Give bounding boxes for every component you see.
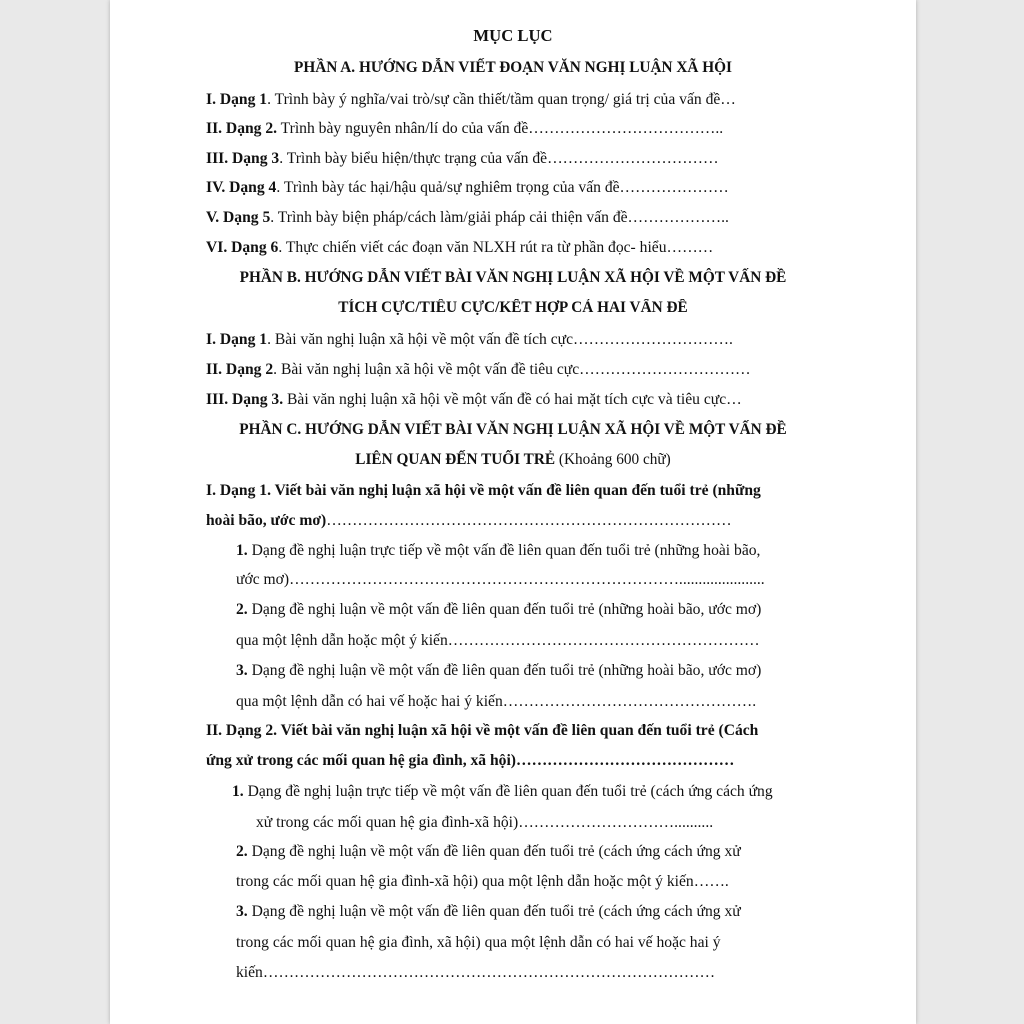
part-b-item	[206, 390, 742, 410]
toc-title: MỤC LỤC	[473, 26, 553, 45]
sec1-sub2-line1	[236, 600, 761, 620]
part-b-item	[206, 360, 751, 380]
item-text: Trình bày nguyên nhân/lí do của vấn đề………………………………..	[277, 120, 724, 137]
sec2-sub2-line2: trong các mối quan hệ gia đình-xã hội) qua một lệnh dẫn hoặc một ý kiến…….	[236, 873, 729, 890]
part-a-item	[206, 119, 723, 139]
item-label: IV. Dạng 4	[206, 179, 277, 196]
item-label: II. Dạng 2	[206, 361, 274, 378]
part-a-heading: PHẦN A. HƯỚNG DẪN VIẾT ĐOẠN VĂN NGHỊ LUẬN XÃ HỘI	[294, 59, 732, 76]
part-c-sec1-line2	[206, 511, 732, 531]
part-c-heading-line2: LIÊN QUAN ĐẾN TUỔI TRẺ	[355, 451, 556, 468]
sec1-sub1-line1	[236, 541, 760, 561]
sec2-sub1-line2: xử trong các mối quan hệ gia đình-xã hội)…………………………..........	[256, 814, 714, 831]
item-text: . Trình bày tác hại/hậu quả/sự nghiêm trọng của vấn đề…………………	[276, 179, 729, 196]
sub-num: 1.	[232, 783, 244, 800]
sec1-line2-bold: hoài bão, ước mơ)	[206, 512, 327, 529]
sec2-sub2-line1	[236, 842, 741, 862]
item-text: . Bài văn nghị luận xã hội về một vấn đề tiêu cực……………………………	[273, 361, 751, 378]
sec2-sub3-line1	[236, 902, 741, 922]
item-label: I. Dạng 1	[206, 331, 268, 348]
item-text: . Bài văn nghị luận xã hội về một vấn đề tích cực………………………….	[267, 331, 733, 348]
sub-text: Dạng đề nghị luận về một vấn đề liên quan đến tuổi trẻ (cách ứng cách ứng xử	[247, 843, 741, 860]
sub-num: 2.	[236, 601, 248, 618]
part-a-item	[206, 178, 729, 198]
item-label: II. Dạng 2.	[206, 120, 278, 137]
part-a-item	[206, 149, 719, 169]
part-a-item	[206, 238, 713, 258]
sub-text: Dạng đề nghị luận về một vấn đề liên quan đến tuổi trẻ (cách ứng cách ứng xử	[247, 903, 741, 920]
sec1-sub3-line2: qua một lệnh dẫn có hai vế hoặc hai ý kiến………………………………………….	[236, 693, 757, 710]
item-text: . Trình bày biện pháp/cách làm/giải pháp cải thiện vấn đề………………..	[270, 209, 729, 226]
sub-text: Dạng đề nghị luận trực tiếp về một vấn đề liên quan đến tuổi trẻ (những hoài bão,	[247, 542, 761, 559]
item-text: Bài văn nghị luận xã hội về một vấn đề có hai mặt tích cực và tiêu cực…	[283, 391, 742, 408]
item-text: . Trình bày ý nghĩa/vai trò/sự cần thiết/tầm quan trọng/ giá trị của vấn đề…	[267, 91, 736, 108]
sub-text: Dạng đề nghị luận về một vấn đề liên quan đến tuổi trẻ (những hoài bão, ước mơ)	[247, 601, 762, 618]
sub-num: 3.	[236, 903, 248, 920]
item-text: . Thực chiến viết các đoạn văn NLXH rút ra từ phần đọc- hiểu………	[278, 239, 714, 256]
sec2-sub1-line1	[232, 782, 773, 802]
part-c-sec2-line2: ứng xử trong các mối quan hệ gia đình, xã hội)……………………………………	[206, 752, 735, 769]
item-label: III. Dạng 3	[206, 150, 280, 167]
part-c-heading-line1: PHẦN C. HƯỚNG DẪN VIẾT BÀI VĂN NGHỊ LUẬN XÃ HỘI VỀ MỘT VẤN ĐỀ	[239, 421, 787, 438]
item-text: . Trình bày biểu hiện/thực trạng của vấn đề……………………………	[279, 150, 719, 167]
part-a-item	[206, 208, 729, 228]
sec1-sub1-line2: ước mơ)…………………………………………………………………......................	[236, 571, 765, 588]
sec1-line2-rest: ……………………………………………………………………	[326, 512, 732, 529]
sec2-sub3-line3: kiến……………………………………………………………………………	[236, 964, 716, 981]
item-label: VI. Dạng 6	[206, 239, 279, 256]
item-label: V. Dạng 5	[206, 209, 271, 226]
item-label: III. Dạng 3.	[206, 391, 284, 408]
part-c-heading-line2-wrap	[118, 450, 908, 470]
part-c-sec2-line1: II. Dạng 2. Viết bài văn nghị luận xã hội về một vấn đề liên quan đến tuổi trẻ (Cách	[206, 722, 759, 739]
item-label: I. Dạng 1	[206, 91, 268, 108]
part-c-heading-note: (Khoảng 600 chữ)	[555, 451, 671, 468]
sub-text: Dạng đề nghị luận trực tiếp về một vấn đề liên quan đến tuổi trẻ (cách ứng cách ứng	[243, 783, 773, 800]
sec1-sub3-line1	[236, 661, 761, 681]
sub-num: 2.	[236, 843, 248, 860]
sec2-sub3-line2: trong các mối quan hệ gia đình, xã hội) qua một lệnh dẫn có hai vế hoặc hai ý	[236, 934, 721, 951]
sub-num: 1.	[236, 542, 248, 559]
document-page	[110, 0, 916, 1024]
sub-num: 3.	[236, 662, 248, 679]
sub-text: Dạng đề nghị luận về một vấn đề liên quan đến tuổi trẻ (những hoài bão, ước mơ)	[247, 662, 762, 679]
part-a-item	[206, 90, 736, 110]
part-b-heading-line1: PHẦN B. HƯỚNG DẪN VIẾT BÀI VĂN NGHỊ LUẬN XÃ HỘI VỀ MỘT VẤN ĐỀ	[239, 269, 787, 286]
part-c-sec1-line1: I. Dạng 1. Viết bài văn nghị luận xã hội về một vấn đề liên quan đến tuổi trẻ (những	[206, 482, 761, 499]
sec1-sub2-line2: qua một lệnh dẫn hoặc một ý kiến……………………………………………………	[236, 632, 760, 649]
part-b-item	[206, 330, 733, 350]
part-b-heading-line2: TÍCH CỰC/TIÊU CỰC/KẾT HỢP CẢ HAI VẤN ĐỀ	[338, 299, 688, 316]
